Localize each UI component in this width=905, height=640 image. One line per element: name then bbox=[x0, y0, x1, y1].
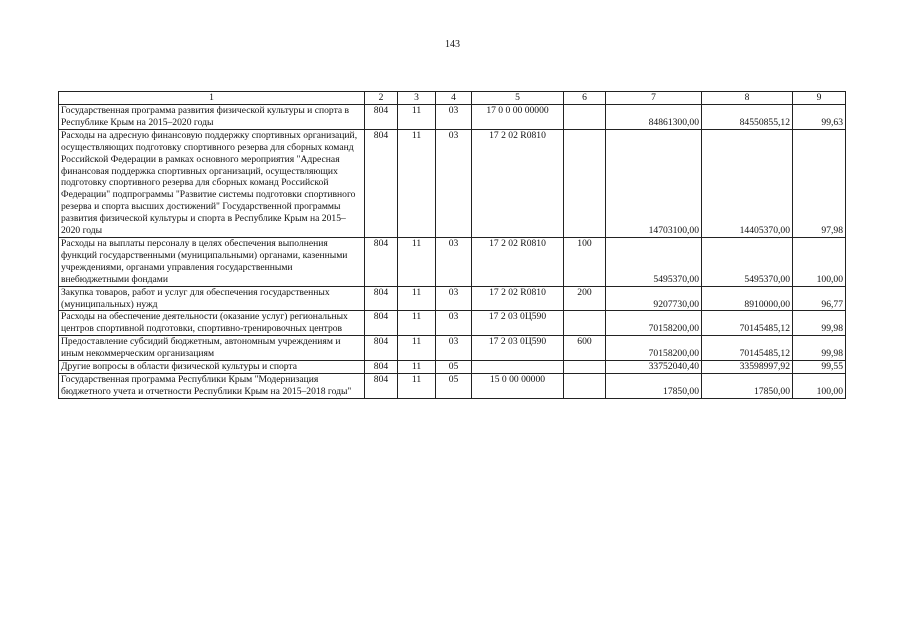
target-article-cell: 17 0 0 00 00000 bbox=[472, 105, 564, 130]
expense-type-cell bbox=[564, 373, 606, 398]
target-article-cell: 17 2 03 0Ц590 bbox=[472, 336, 564, 361]
subsection-code-cell: 03 bbox=[436, 129, 472, 237]
planned-amount-cell: 9207730,00 bbox=[606, 286, 702, 311]
column-header: 2 bbox=[365, 92, 398, 105]
table-row bbox=[59, 336, 846, 361]
department-code-cell: 804 bbox=[365, 237, 398, 286]
expense-type-cell: 600 bbox=[564, 336, 606, 361]
subsection-code-cell: 05 bbox=[436, 361, 472, 374]
expense-name-cell: Другие вопросы в области физической культуры и спорта bbox=[59, 361, 365, 374]
table-row bbox=[59, 286, 846, 311]
column-header: 8 bbox=[702, 92, 793, 105]
section-code-cell: 11 bbox=[398, 361, 436, 374]
section-code-cell: 11 bbox=[398, 373, 436, 398]
execution-percent-cell: 99,55 bbox=[793, 361, 846, 374]
actual-amount-cell: 14405370,00 bbox=[702, 129, 793, 237]
expense-name-cell: Расходы на выплаты персоналу в целях обеспечения выполнения функций государственными (муниципальными) органами, казенными учреждениями, органами управления государственными внебюджетными фондами bbox=[59, 237, 365, 286]
target-article-cell: 17 2 03 0Ц590 bbox=[472, 311, 564, 336]
execution-percent-cell: 100,00 bbox=[793, 237, 846, 286]
expense-name-cell: Предоставление субсидий бюджетным, автономным учреждениям и иным некоммерческим организациям bbox=[59, 336, 365, 361]
department-code-cell: 804 bbox=[365, 373, 398, 398]
expense-type-cell: 100 bbox=[564, 237, 606, 286]
expense-type-cell: 200 bbox=[564, 286, 606, 311]
column-header: 5 bbox=[472, 92, 564, 105]
actual-amount-cell: 70145485,12 bbox=[702, 311, 793, 336]
actual-amount-cell: 33598997,92 bbox=[702, 361, 793, 374]
section-code-cell: 11 bbox=[398, 237, 436, 286]
execution-percent-cell: 99,98 bbox=[793, 311, 846, 336]
execution-percent-cell: 96,77 bbox=[793, 286, 846, 311]
target-article-cell: 17 2 02 R0810 bbox=[472, 286, 564, 311]
expense-type-cell bbox=[564, 311, 606, 336]
subsection-code-cell: 03 bbox=[436, 311, 472, 336]
execution-percent-cell: 99,98 bbox=[793, 336, 846, 361]
table-row bbox=[59, 361, 846, 374]
actual-amount-cell: 84550855,12 bbox=[702, 105, 793, 130]
planned-amount-cell: 70158200,00 bbox=[606, 336, 702, 361]
actual-amount-cell: 70145485,12 bbox=[702, 336, 793, 361]
planned-amount-cell: 84861300,00 bbox=[606, 105, 702, 130]
section-code-cell: 11 bbox=[398, 286, 436, 311]
subsection-code-cell: 03 bbox=[436, 105, 472, 130]
department-code-cell: 804 bbox=[365, 361, 398, 374]
subsection-code-cell: 03 bbox=[436, 286, 472, 311]
planned-amount-cell: 17850,00 bbox=[606, 373, 702, 398]
expense-name-cell: Расходы на обеспечение деятельности (оказание услуг) региональных центров спортивной подготовки, спортивно-тренировочных центров bbox=[59, 311, 365, 336]
table-row bbox=[59, 237, 846, 286]
column-header: 7 bbox=[606, 92, 702, 105]
subsection-code-cell: 03 bbox=[436, 336, 472, 361]
expense-name-cell: Закупка товаров, работ и услуг для обеспечения государственных (муниципальных) нужд bbox=[59, 286, 365, 311]
subsection-code-cell: 03 bbox=[436, 237, 472, 286]
department-code-cell: 804 bbox=[365, 336, 398, 361]
column-header: 4 bbox=[436, 92, 472, 105]
subsection-code-cell: 05 bbox=[436, 373, 472, 398]
target-article-cell: 15 0 00 00000 bbox=[472, 373, 564, 398]
section-code-cell: 11 bbox=[398, 105, 436, 130]
table-row bbox=[59, 373, 846, 398]
table-row bbox=[59, 105, 846, 130]
expense-type-cell bbox=[564, 361, 606, 374]
department-code-cell: 804 bbox=[365, 311, 398, 336]
section-code-cell: 11 bbox=[398, 336, 436, 361]
column-header: 9 bbox=[793, 92, 846, 105]
table-body bbox=[59, 92, 846, 399]
expense-name-cell: Государственная программа Республики Крым "Модернизация бюджетного учета и отчетности Республики Крым на 2015–2018 годы" bbox=[59, 373, 365, 398]
department-code-cell: 804 bbox=[365, 129, 398, 237]
column-header: 1 bbox=[59, 92, 365, 105]
planned-amount-cell: 14703100,00 bbox=[606, 129, 702, 237]
execution-percent-cell: 99,63 bbox=[793, 105, 846, 130]
target-article-cell bbox=[472, 361, 564, 374]
actual-amount-cell: 8910000,00 bbox=[702, 286, 793, 311]
column-header: 6 bbox=[564, 92, 606, 105]
budget-execution-table bbox=[58, 91, 846, 399]
execution-percent-cell: 100,00 bbox=[793, 373, 846, 398]
department-code-cell: 804 bbox=[365, 286, 398, 311]
expense-name-cell: Расходы на адресную финансовую поддержку спортивных организаций, осуществляющих подготовку спортивного резерва для сборных команд Российской Федерации в рамках основного мероприятия "Адресная финансовая поддержка спортивных организаций, осуществляющих подготовку спортивного резерва для сборных команд Российской Федерации" подпрограммы "Развитие системы подготовки спортивного резерва и спорта высших достижений" Государственной программы развития физической культуры и спорта в Республике Крым на 2015–2020 годы bbox=[59, 129, 365, 237]
expense-type-cell bbox=[564, 129, 606, 237]
section-code-cell: 11 bbox=[398, 129, 436, 237]
table-row bbox=[59, 129, 846, 237]
section-code-cell: 11 bbox=[398, 311, 436, 336]
expense-name-cell: Государственная программа развития физической культуры и спорта в Республике Крым на 2015–2020 годы bbox=[59, 105, 365, 130]
planned-amount-cell: 5495370,00 bbox=[606, 237, 702, 286]
column-number-row bbox=[59, 92, 846, 105]
target-article-cell: 17 2 02 R0810 bbox=[472, 129, 564, 237]
table-row bbox=[59, 311, 846, 336]
actual-amount-cell: 5495370,00 bbox=[702, 237, 793, 286]
actual-amount-cell: 17850,00 bbox=[702, 373, 793, 398]
page-number: 143 bbox=[445, 39, 460, 50]
planned-amount-cell: 33752040,40 bbox=[606, 361, 702, 374]
column-header: 3 bbox=[398, 92, 436, 105]
execution-percent-cell: 97,98 bbox=[793, 129, 846, 237]
department-code-cell: 804 bbox=[365, 105, 398, 130]
target-article-cell: 17 2 02 R0810 bbox=[472, 237, 564, 286]
expense-type-cell bbox=[564, 105, 606, 130]
planned-amount-cell: 70158200,00 bbox=[606, 311, 702, 336]
